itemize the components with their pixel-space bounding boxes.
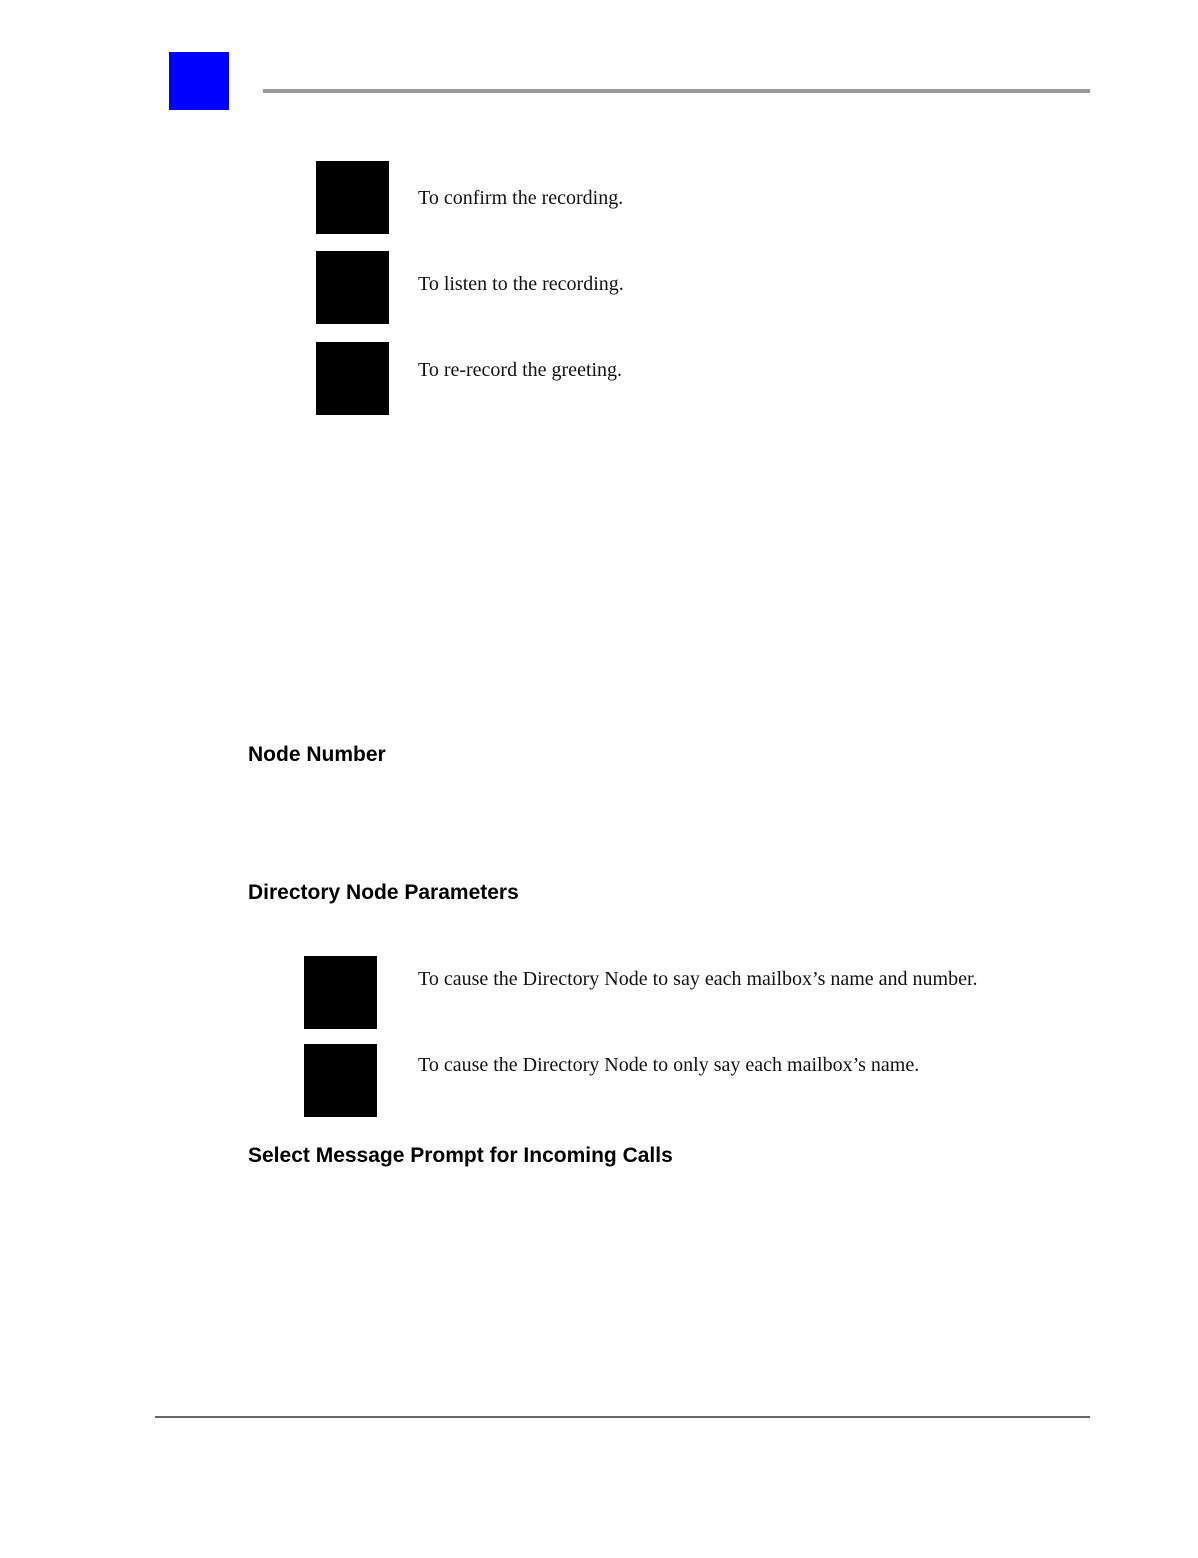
header-divider xyxy=(263,89,1090,93)
key-icon-name-and-number xyxy=(304,956,377,1029)
key-icon-name-only xyxy=(304,1044,377,1117)
option-say-name-only: To cause the Directory Node to only say each mailbox’s name. xyxy=(418,1054,920,1076)
footer-divider xyxy=(155,1416,1090,1418)
key-icon-listen xyxy=(316,251,389,324)
option-rerecord-greeting: To re-record the greeting. xyxy=(418,359,623,381)
option-confirm-recording: To confirm the recording. xyxy=(418,187,624,209)
option-say-name-and-number: To cause the Directory Node to say each mailbox’s name and number. xyxy=(418,968,978,990)
key-icon-confirm xyxy=(316,161,389,234)
heading-directory-node-parameters: Directory Node Parameters xyxy=(248,881,519,904)
key-icon-rerecord xyxy=(316,342,389,415)
option-listen-recording: To listen to the recording. xyxy=(418,273,624,295)
chapter-tab-marker xyxy=(169,52,229,110)
heading-node-number: Node Number xyxy=(248,743,386,766)
heading-select-message-prompt: Select Message Prompt for Incoming Calls xyxy=(248,1144,673,1167)
